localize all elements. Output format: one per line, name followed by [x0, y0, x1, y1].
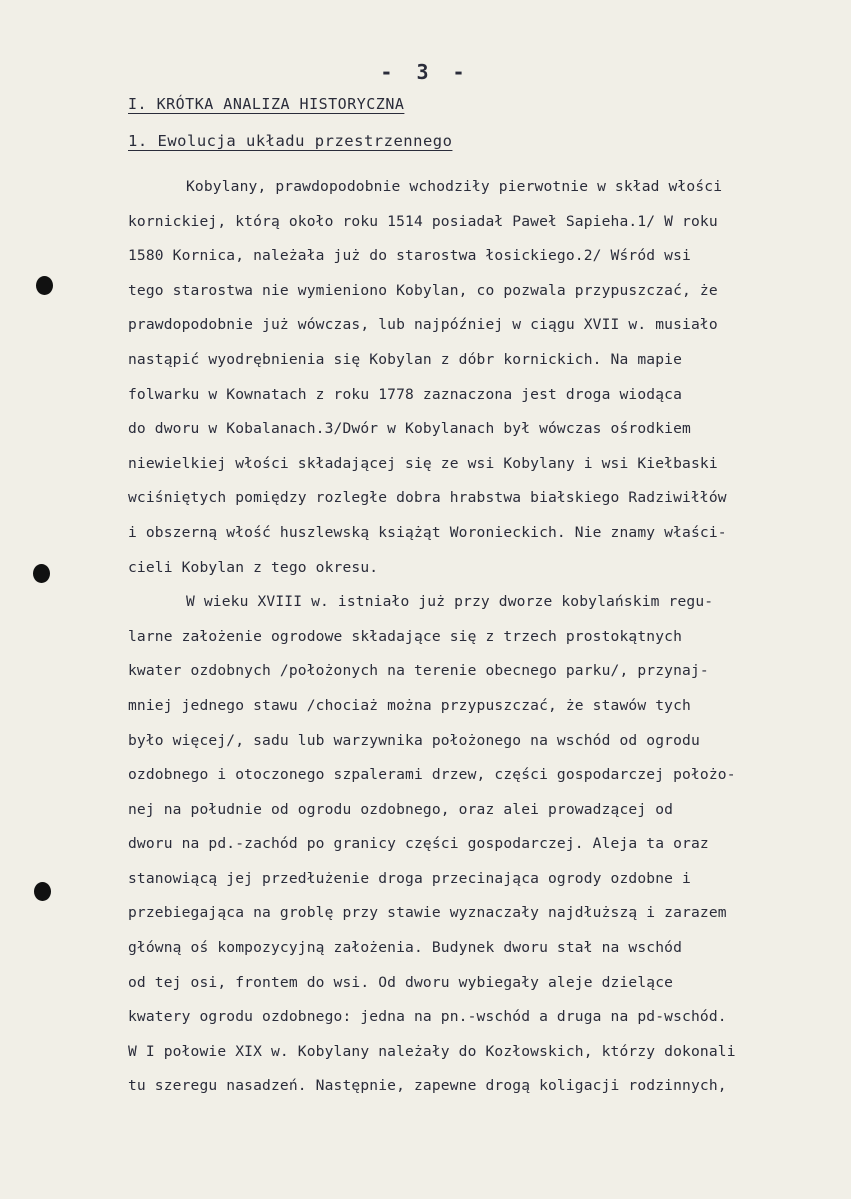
paragraph-1-line: niewielkiej włości składającej się ze wsi Kobylany i wsi Kiełbaski — [128, 454, 718, 472]
paragraph-2-line: kwatery ogrodu ozdobnego: jedna na pn.-wschód a druga na pd-wschód. — [128, 1008, 727, 1026]
paragraph-2-line: mniej jednego stawu /chociaż można przypuszczać, że stawów tych — [128, 696, 691, 714]
paragraph-1-line: 1580 Kornica, należała już do starostwa łosickiego.2/ Wśród wsi — [128, 247, 691, 265]
paragraph-2-line: było więcej/, sadu lub warzywnika położonego na wschód od ogrodu — [128, 731, 700, 749]
paragraph-1-line: tego starostwa nie wymieniono Kobylan, co pozwala przypuszczać, że — [128, 281, 718, 299]
punch-hole — [33, 564, 50, 583]
paragraph-1-line: do dworu w Kobalanach.3/Dwór w Kobylanach był wówczas ośrodkiem — [128, 420, 691, 438]
paragraph-2-line: larne założenie ogrodowe składające się z trzech prostokątnych — [128, 627, 683, 645]
paragraph-1-line: nastąpić wyodrębnienia się Kobylan z dóbr kornickich. Na mapie — [128, 350, 683, 368]
paragraph-2-line: od tej osi, frontem do wsi. Od dworu wybiegały aleje dzielące — [128, 973, 674, 991]
paragraph-2-line: nej na południe od ogrodu ozdobnego, oraz alei prowadzącej od — [128, 800, 674, 818]
paragraph-1-line: folwarku w Kownatach z roku 1778 zaznaczona jest droga wiodąca — [128, 385, 683, 403]
paragraph-1-line: i obszerną włość huszlewską książąt Woronieckich. Nie znamy właści- — [128, 523, 727, 541]
body-text — [128, 172, 828, 1106]
paragraph-2-line: kwater ozdobnych /położonych na terenie obecnego parku/, przynaj- — [128, 662, 709, 680]
paragraph-1-line: cieli Kobylan z tego okresu. — [128, 558, 379, 576]
paragraph-1-line: kornickiej, którą około roku 1514 posiadał Paweł Sapieha.1/ W roku — [128, 212, 718, 230]
paragraph-2-line: ozdobnego i otoczonego szpalerami drzew, części gospodarczej położo- — [128, 766, 736, 784]
paragraph-2-line: W I połowie XIX w. Kobylany należały do Kozłowskich, którzy dokonali — [128, 1042, 736, 1060]
punch-hole — [34, 882, 51, 901]
paragraph-2-line: główną oś kompozycyjną założenia. Budynek dworu stał na wschód — [128, 939, 683, 957]
paragraph-2-line: dworu na pd.-zachód po granicy części gospodarczej. Aleja ta oraz — [128, 835, 709, 853]
paragraph-2-line: stanowiącą jej przedłużenie droga przecinająca ogrody ozdobne i — [128, 869, 691, 887]
paragraph-2-line: przebiegająca na groblę przy stawie wyznaczały najdłuższą i zarazem — [128, 904, 727, 922]
paragraph-1-line: wciśniętych pomiędzy rozległe dobra hrabstwa białskiego Radziwiłłów — [128, 489, 727, 507]
subsection-heading: 1. Ewolucja układu przestrzennego — [128, 132, 453, 150]
section-heading: I. KRÓTKA ANALIZA HISTORYCZNA — [128, 95, 405, 113]
paragraph-2-line: W wieku XVIII w. istniało już przy dworze kobylańskim regu- — [186, 593, 714, 611]
punch-hole — [36, 276, 53, 295]
paragraph-1-line: Kobylany, prawdopodobnie wchodziły pierwotnie w skład włości — [186, 178, 723, 195]
paragraph-1-line: prawdopodobnie już wówczas, lub najpóźniej w ciągu XVII w. musiało — [128, 316, 718, 334]
page-number: - 3 - — [380, 60, 471, 84]
paragraph-2-line: tu szeregu nasadzeń. Następnie, zapewne drogą koligacji rodzinnych, — [128, 1077, 727, 1095]
